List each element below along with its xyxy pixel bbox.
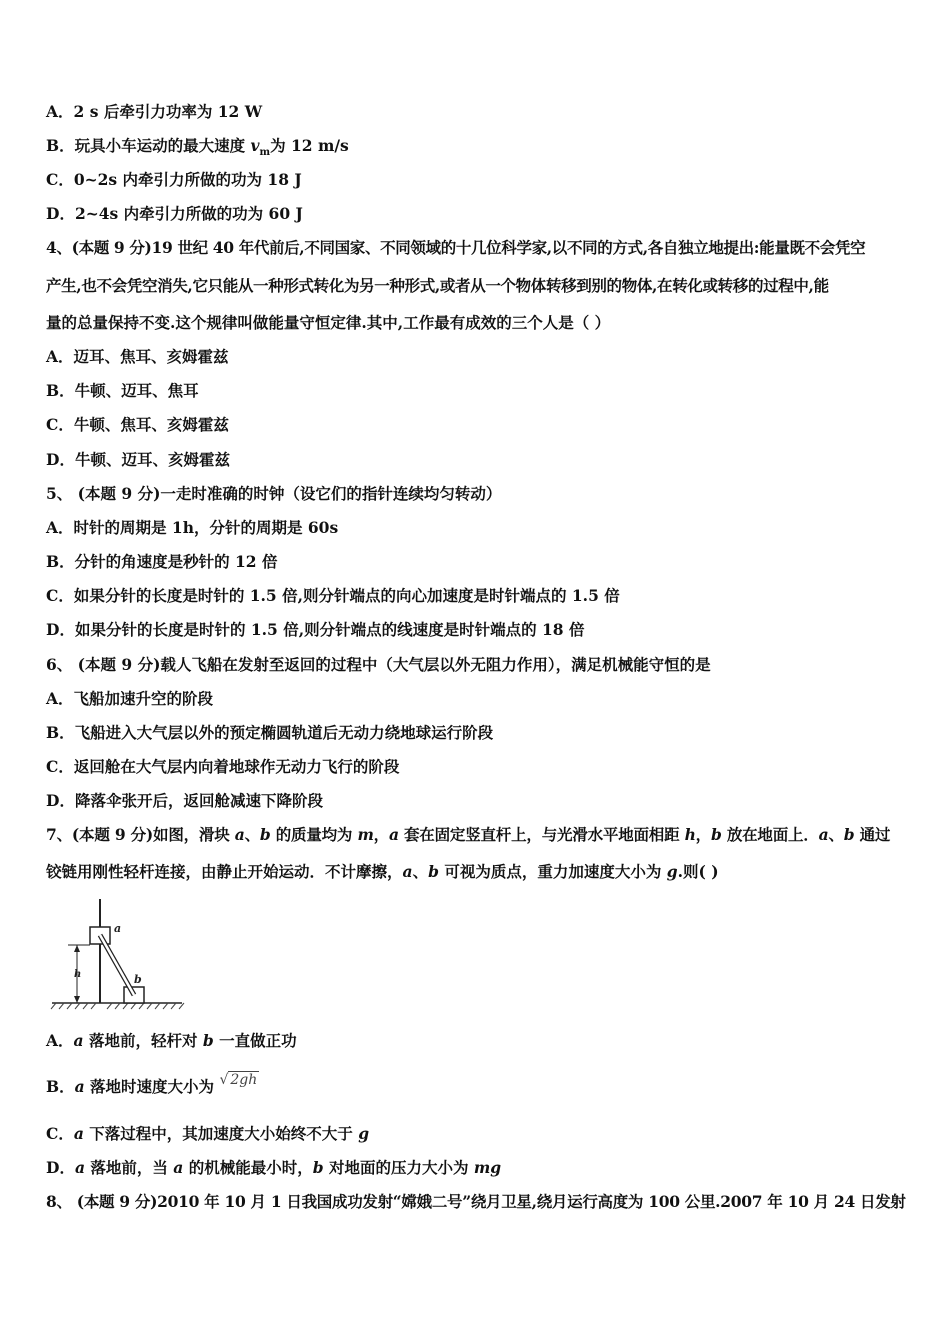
q6-option-a: A．飞船加速升空的阶段 [46,689,214,708]
q7-figure [48,895,188,1010]
q4-option-b: B．牛顿、迈耳、焦耳 [46,381,199,400]
q7-option-b: B．a 落地时速度大小为 √ 2gh [46,1072,258,1096]
q3-option-b: B．玩具小车运动的最大速度 $v_m$为 12 m/s [46,136,349,159]
q5-option-b: B．分针的角速度是秒针的 12 倍 [46,552,278,571]
label-h: h [74,969,82,980]
q7-option-c: C．a 下落过程中，其加速度大小始终不大于 g [46,1124,370,1143]
q7-stem-line-2: 铰链用刚性轻杆连接，由静止开始运动．不计摩擦，a、b 可视为质点，重力加速度大小为 g.则( ) [46,862,719,881]
q6-option-c: C．返回舱在大气层内向着地球作无动力飞行的阶段 [46,757,400,776]
q3-option-d: D．2~4s 内牵引力所做的功为 60 J [46,204,303,223]
label-b: b [134,973,142,986]
q8-stem: 8、 (本题 9 分)2010 年 10 月 1 日我国成功发射“嫦娥二号”绕月卫星,绕月运行高度为 100 公里.2007 年 10 月 24 日发射 [46,1192,906,1211]
q6-option-d: D．降落伞张开后，返回舱减速下降阶段 [46,791,323,810]
sqrt-expression: √ 2gh [219,1072,258,1088]
q3-option-c: C．0~2s 内牵引力所做的功为 18 J [46,170,302,189]
q6-option-b: B．飞船进入大气层以外的预定椭圆轨道后无动力绕地球运行阶段 [46,723,494,742]
ground-hatching [51,1003,184,1009]
label-a: a [114,922,122,935]
q6-stem: 6、 (本题 9 分)载人飞船在发射至返回的过程中（大气层以外无阻力作用），满足机械能守恒的是 [46,655,711,674]
q3-option-a: A．2 s 后牵引力功率为 12 W [46,102,263,121]
q5-option-d: D．如果分针的长度是时针的 1.5 倍,则分针端点的线速度是时针端点的 18 倍 [46,620,585,639]
q7-option-a: A．a 落地前，轻杆对 b 一直做正功 [46,1031,297,1050]
q7-option-d: D．a 落地前，当 a 的机械能最小时，b 对地面的压力大小为 mg [46,1158,502,1177]
q4-option-a: A．迈耳、焦耳、亥姆霍兹 [46,347,229,366]
q4-option-c: C．牛顿、焦耳、亥姆霍兹 [46,415,229,434]
q5-option-c: C．如果分针的长度是时针的 1.5 倍,则分针端点的向心加速度是时针端点的 1.5 倍 [46,586,620,605]
q5-option-a: A．时针的周期是 1h，分针的周期是 60s [46,518,339,537]
q4-stem-line-3: 量的总量保持不变.这个规律叫做能量守恒定律.其中,工作最有成效的三个人是（ ） [46,313,611,332]
q4-stem-line-2: 产生,也不会凭空消失,它只能从一种形式转化为另一种形式,或者从一个物体转移到别的物体,在转化或转移的过程中,能 [46,276,829,295]
q4-option-d: D．牛顿、迈耳、亥姆霍兹 [46,450,230,469]
q5-stem: 5、 (本题 9 分)一走时准确的时钟（设它们的指针连续均匀转动） [46,484,502,503]
q4-stem-line-1: 4、(本题 9 分)19 世纪 40 年代前后,不同国家、不同领域的十几位科学家,以不同的方式,各自独立地提出:能量既不会凭空 [46,238,866,257]
q7-stem-line-1: 7、(本题 9 分)如图，滑块 a、b 的质量均为 m，a 套在固定竖直杆上，与光滑水平地面相距 h，b 放在地面上．a、b 通过 [46,825,891,844]
